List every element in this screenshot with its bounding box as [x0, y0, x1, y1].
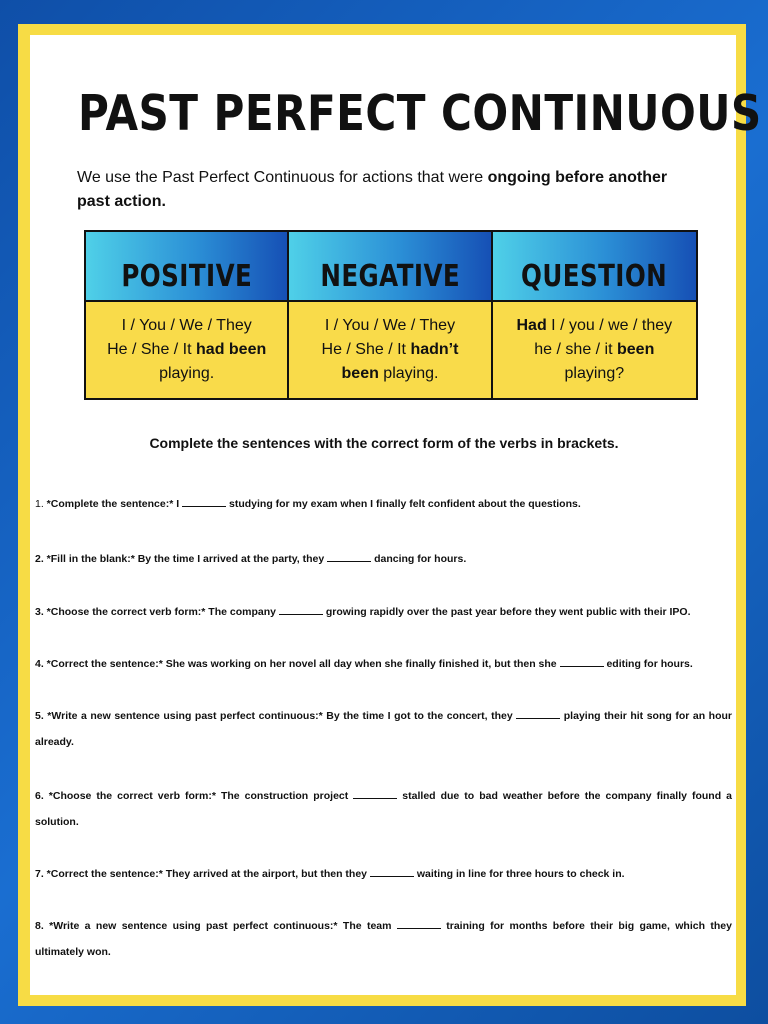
exercise-number: 4. [35, 658, 44, 670]
negative-verb: playing. [378, 365, 439, 382]
negative-line-1: I / You / We / They [324, 317, 456, 334]
page-title: PAST PERFECT CONTINUOUS [78, 85, 762, 142]
exercise-prompt: *Write a new sentence using past perfect continuous:* The team [43, 920, 392, 932]
header-positive-label: POSITIVE [121, 259, 253, 294]
intro-text: We use the Past Perfect Continuous for actions that were [77, 169, 488, 186]
cell-negative [289, 302, 492, 398]
exercise-number: 7. [35, 868, 44, 880]
question-line-3: playing? [564, 365, 625, 382]
exercise-rest: dancing for hours. [371, 553, 467, 565]
cell-positive [86, 302, 289, 398]
exercise-number: 8. [35, 920, 44, 932]
exercise-item [35, 703, 732, 755]
exercise-prompt: *Fill in the blank:* By the time I arrived at the party, they [43, 553, 325, 565]
exercise-prompt: *Correct the sentence:* They arrived at the airport, but then they [43, 868, 368, 880]
answer-blank[interactable] [397, 918, 441, 929]
exercise-rest: waiting in line for three hours to check in. [413, 868, 625, 880]
answer-blank[interactable] [182, 496, 226, 507]
positive-line-2 [86, 338, 287, 362]
exercise-rest: studying for my exam when I finally felt confident about the questions. [226, 498, 581, 510]
exercise-prompt: *Write a new sentence using past perfect continuous:* By the time I got to the concert, they [43, 710, 513, 722]
negative-subjects: He / She / It [321, 341, 411, 358]
positive-line-3: playing. [159, 365, 215, 382]
answer-blank[interactable] [560, 656, 604, 667]
exercise-number: 5. [35, 710, 44, 722]
exercise-rest: playing their hit song for an hour already. [35, 710, 732, 748]
exercise-number: 2. [35, 553, 44, 565]
exercise-prompt: *Choose the correct verb form:* The company [43, 606, 276, 618]
answer-blank[interactable] [370, 866, 414, 877]
exercise-number: 1. [35, 498, 44, 510]
question-line-2 [493, 338, 696, 362]
exercise-item [35, 651, 732, 677]
header-negative [289, 232, 492, 302]
exercise-item [35, 861, 732, 887]
positive-auxiliary: had been [196, 341, 267, 358]
answer-blank[interactable] [279, 604, 323, 615]
negative-line-2 [289, 338, 490, 362]
exercise-item [35, 546, 732, 572]
question-subjects: I / you / we / they [546, 317, 673, 334]
exercise-prompt: *Correct the sentence:* She was working on her novel all day when she finally finished it, but then she [43, 658, 557, 670]
answer-blank[interactable] [516, 708, 560, 719]
header-question-label: QUESTION [521, 259, 668, 294]
header-positive [86, 232, 289, 302]
negative-been: been [341, 365, 379, 382]
header-negative-label: NEGATIVE [320, 259, 460, 294]
answer-blank[interactable] [353, 788, 397, 799]
intro-bold-text: ongoing before another past action. [77, 169, 668, 210]
exercise-rest: growing rapidly over the past year before they went public with their IPO. [322, 606, 691, 618]
negative-line-3 [289, 362, 490, 386]
exercise-item [35, 783, 732, 835]
exercise-number: 6. [35, 790, 44, 802]
question-had: Had [516, 317, 547, 334]
grammar-table [84, 230, 698, 400]
exercise-item [35, 599, 732, 625]
cell-question [493, 302, 696, 398]
exercise-number: 3. [35, 606, 44, 618]
question-been: been [617, 341, 655, 358]
exercise-prompt: *Complete the sentence:* I [43, 498, 180, 510]
positive-line-1: I / You / We / They [121, 317, 252, 334]
question-subjects-2: he / she / it [534, 341, 617, 358]
exercise-rest: editing for hours. [603, 658, 693, 670]
question-line-1 [493, 314, 696, 338]
intro-paragraph [77, 166, 677, 214]
answer-blank[interactable] [327, 551, 371, 562]
instruction-text: Complete the sentences with the correct form of the verbs in brackets. [149, 435, 619, 451]
exercise-item [35, 491, 732, 517]
exercise-prompt: *Choose the correct verb form:* The construction project [43, 790, 349, 802]
positive-subjects: He / She / It [107, 341, 197, 358]
exercise-item [35, 913, 732, 965]
exercise-rest: stalled due to bad weather before the company finally found a solution. [35, 790, 732, 828]
header-question [493, 232, 696, 302]
exercise-rest: training for months before their big game, which they ultimately won. [35, 920, 732, 958]
negative-auxiliary: hadn’t [410, 341, 459, 358]
